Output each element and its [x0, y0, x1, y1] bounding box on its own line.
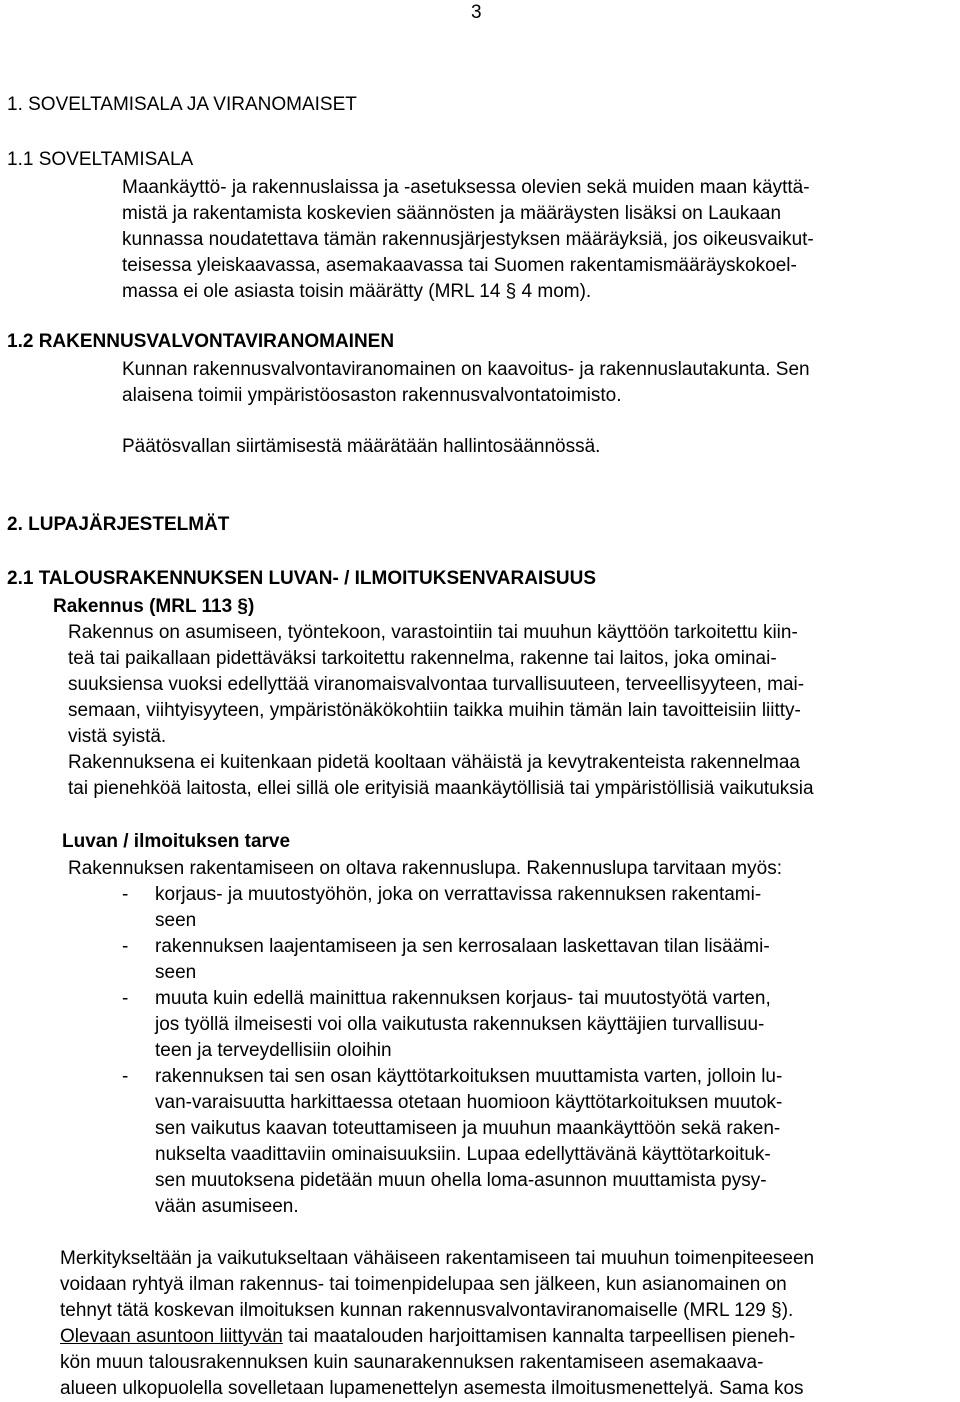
- text-line: sen muutoksena pidetään muun ohella loma-asunnon muuttamista pysy-: [155, 1170, 767, 1191]
- text-line: Rakennus on asumiseen, työntekoon, varastointiin tai muuhun käyttöön tarkoitettu kiin-: [68, 622, 798, 643]
- text-line: sen vaikutus kaavan toteuttamiseen ja muuhun maankäyttöön sekä raken-: [155, 1118, 781, 1139]
- text-line: muuta kuin edellä mainittua rakennuksen korjaus- tai muutostyötä varten,: [155, 988, 771, 1009]
- heading-1: 1. SOVELTAMISALA JA VIRANOMAISET: [7, 94, 357, 115]
- text-line: teen ja terveydellisiin oloihin: [155, 1040, 392, 1061]
- heading-2-1: 2.1 TALOUSRAKENNUKSEN LUVAN- / ILMOITUKSENVARAISUUS: [7, 568, 597, 589]
- text-line: Rakennuksena ei kuitenkaan pidetä kooltaan vähäistä ja kevytrakenteista rakennelmaa: [68, 752, 800, 773]
- heading-1-1: 1.1 SOVELTAMISALA: [7, 149, 194, 170]
- para-1-2b: Päätösvallan siirtämisestä määrätään hallintosäännössä.: [122, 436, 601, 457]
- text-line: voidaan ryhtyä ilman rakennus- tai toimenpidelupaa sen jälkeen, kun asianomainen on: [60, 1274, 787, 1295]
- text-line: korjaus- ja muutostyöhön, joka on verrattavissa rakennuksen rakentami-: [155, 884, 762, 905]
- bullet-dash: -: [122, 936, 129, 957]
- text-line: jos työllä ilmeisesti voi olla vaikutusta rakennuksen käyttäjien turvallisuu-: [155, 1014, 765, 1035]
- bullet-dash: -: [122, 988, 129, 1009]
- text-line: alueen ulkopuolella sovelletaan lupamenettelyn asemesta ilmoitusmenettelyä. Sama kos: [60, 1378, 804, 1399]
- text-line: semaan, viihtyisyyteen, ympäristönäkökohtiin taikka muihin tämän lain tavoitteisiin liitty-: [68, 700, 801, 721]
- text-line: mistä ja rakentamista koskevien säännösten ja määräysten lisäksi on Laukaan: [122, 203, 782, 224]
- underlined-phrase: Olevaan asuntoon liittyvän: [60, 1326, 283, 1347]
- heading-2: 2. LUPAJÄRJESTELMÄT: [7, 514, 230, 535]
- text-span: tai maatalouden harjoittamisen kannalta tarpeellisen pieneh-: [282, 1326, 796, 1347]
- text-line: rakennuksen laajentamiseen ja sen kerrosalaan laskettavan tilan lisäämi-: [155, 936, 770, 957]
- subheading-luvan: Luvan / ilmoituksen tarve: [62, 831, 291, 852]
- text-line: teä tai paikallaan pidettäväksi tarkoitettu rakennelma, rakenne tai laitos, joka ominai-: [68, 648, 777, 669]
- text-line: seen: [155, 910, 197, 931]
- text-line: tai pienehköä laitosta, ellei sillä ole erityisiä maankäytöllisiä tai ympäristöllisiä vaikutuksia: [68, 778, 814, 799]
- text-line: alaisena toimii ympäristöosaston rakennusvalvontatoimisto.: [122, 385, 622, 406]
- text-line: seen: [155, 962, 197, 983]
- text-line: [60, 1324, 795, 1350]
- text-line: van-varaisuutta harkittaessa otetaan huomioon käyttötarkoituksen muutok-: [155, 1092, 783, 1113]
- text-line: vistä syistä.: [68, 726, 167, 747]
- text-line: kön muun talousrakennuksen kuin saunarakennuksen rakentamiseen asemakaava-: [60, 1352, 764, 1373]
- text-line: Merkitykseltään ja vaikutukseltaan vähäiseen rakentamiseen tai muuhun toimenpiteeseen: [60, 1248, 815, 1269]
- subheading-rakennus: Rakennus (MRL 113 §): [53, 596, 255, 617]
- text-line: nukselta vaadittaviin ominaisuuksiin. Lupaa edellyttävänä käyttötarkoituk-: [155, 1144, 771, 1165]
- text-line: teisessa yleiskaavassa, asemakaavassa tai Suomen rakentamismääräyskokoel-: [122, 255, 797, 276]
- text-line: suuksiensa vuoksi edellyttää viranomaisvalvontaa turvallisuuteen, terveellisyyteen, mai-: [68, 674, 805, 695]
- text-line: massa ei ole asiasta toisin määrätty (MRL 14 § 4 mom).: [122, 281, 592, 302]
- text-line: Kunnan rakennusvalvontaviranomainen on kaavoitus- ja rakennuslautakunta. Sen: [122, 359, 810, 380]
- bullet-dash: -: [122, 884, 129, 905]
- page-number: 3: [471, 2, 482, 23]
- bullet-dash: -: [122, 1066, 129, 1087]
- text-line: vään asumiseen.: [155, 1196, 299, 1217]
- text-line: Maankäyttö- ja rakennuslaissa ja -asetuksessa olevien sekä muiden maan käyttä-: [122, 177, 810, 198]
- text-line: kunnassa noudatettava tämän rakennusjärjestyksen määräyksiä, jos oikeusvaikut-: [122, 229, 814, 250]
- heading-1-2: 1.2 RAKENNUSVALVONTAVIRANOMAINEN: [7, 331, 395, 352]
- para-luvan: Rakennuksen rakentamiseen on oltava rakennuslupa. Rakennuslupa tarvitaan myös:: [68, 858, 782, 879]
- text-line: rakennuksen tai sen osan käyttötarkoituksen muuttamista varten, jolloin lu-: [155, 1066, 783, 1087]
- text-line: tehnyt tätä koskevan ilmoituksen kunnan rakennusvalvontaviranomaiselle (MRL 129 §).: [60, 1300, 794, 1321]
